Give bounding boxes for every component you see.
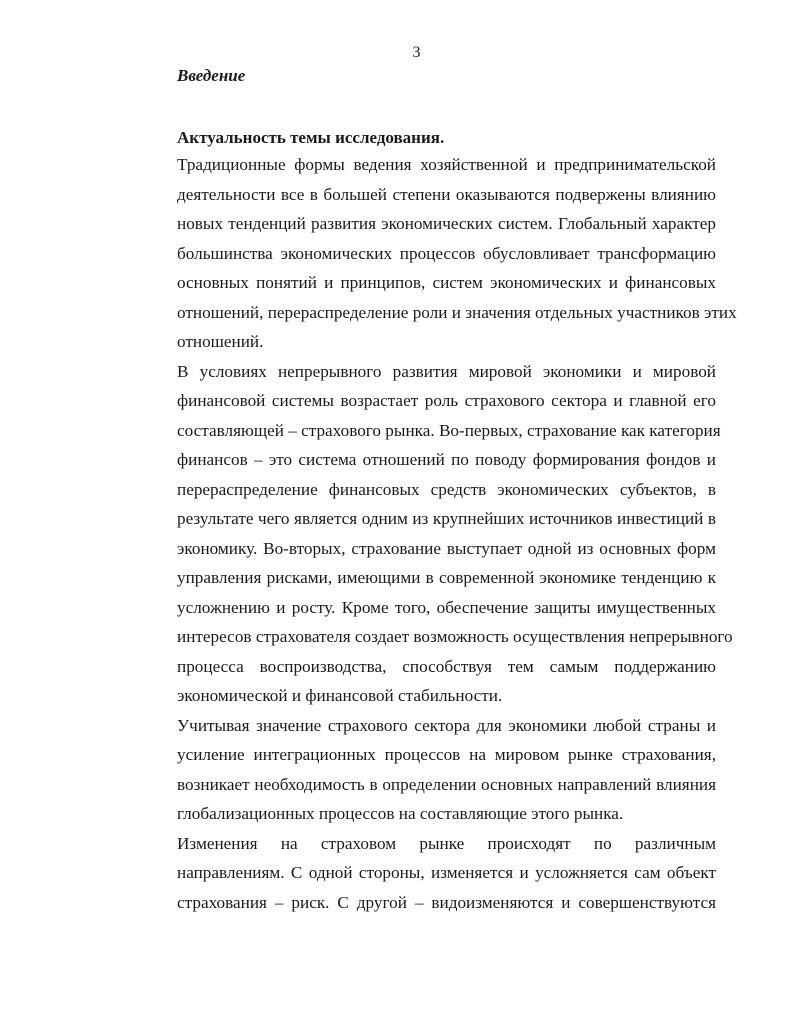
text-line: Изменения на страховом рынке происходят по различным (177, 833, 716, 853)
text-line: основных понятий и принципов, систем экономических и финансовых (177, 273, 716, 292)
text-line: финансовой системы возрастает роль страхового сектора и главной его (177, 391, 716, 410)
text-line: Традиционные формы ведения хозяйственной и предпринимательской (177, 155, 716, 174)
text-line: новых тенденций развития экономических систем. Глобальный характер (177, 214, 716, 233)
paragraph (133, 150, 737, 357)
text-line: страхования – риск. С другой – видоизменяются и совершенствуются (177, 892, 716, 912)
subsection-heading-relevance: Актуальность темы исследования. (177, 128, 445, 147)
text-line: направлениям. С одной стороны, изменяется и усложняется сам объект (177, 863, 716, 882)
text-line: процесса воспроизводства, способствуя тем самым поддержанию (177, 656, 716, 676)
text-line: Учитывая значение страхового сектора для экономики любой страны и (177, 715, 716, 735)
text-line: В условиях непрерывного развития мировой экономики и мировой (177, 361, 716, 381)
text-line: возникает необходимость в определении основных направлений влияния (177, 774, 716, 794)
body-text (133, 150, 737, 917)
section-heading-introduction: Введение (177, 66, 246, 85)
text-line: усложнению и росту. Кроме того, обеспечение защиты имущественных (177, 597, 716, 617)
text-line: большинства экономических процессов обусловливает трансформацию (177, 243, 716, 263)
paragraph (133, 357, 733, 711)
text-line: управления рисками, имеющими в современной экономике тенденцию к (177, 568, 716, 587)
text-line: интересов страхователя создает возможность осуществления непрерывного (177, 627, 733, 646)
paragraph (133, 829, 716, 918)
text-line: отношений. (177, 332, 264, 351)
text-line: перераспределение финансовых средств экономических субъектов, в (177, 479, 716, 499)
text-line: финансов – это система отношений по поводу формирования фондов и (177, 450, 716, 469)
text-line: отношений, перераспределение роли и значения отдельных участников этих (177, 302, 737, 322)
text-line: экономику. Во-вторых, страхование выступает одной из основных форм (177, 538, 716, 558)
text-line: усиление интеграционных процессов на мировом рынке страхования, (177, 745, 716, 764)
text-line: составляющей – страхового рынка. Во-первых, страхование как категория (177, 420, 721, 440)
paragraph (133, 711, 716, 829)
text-line: экономической и финансовой стабильности. (177, 686, 503, 705)
text-line: результате чего является одним из крупнейших источников инвестиций в (177, 509, 716, 528)
text-line: глобализационных процессов на составляющие этого рынка. (177, 804, 624, 823)
page-number: 3 (412, 44, 421, 61)
text-line: деятельности все в большей степени оказываются подвержены влиянию (177, 184, 716, 204)
